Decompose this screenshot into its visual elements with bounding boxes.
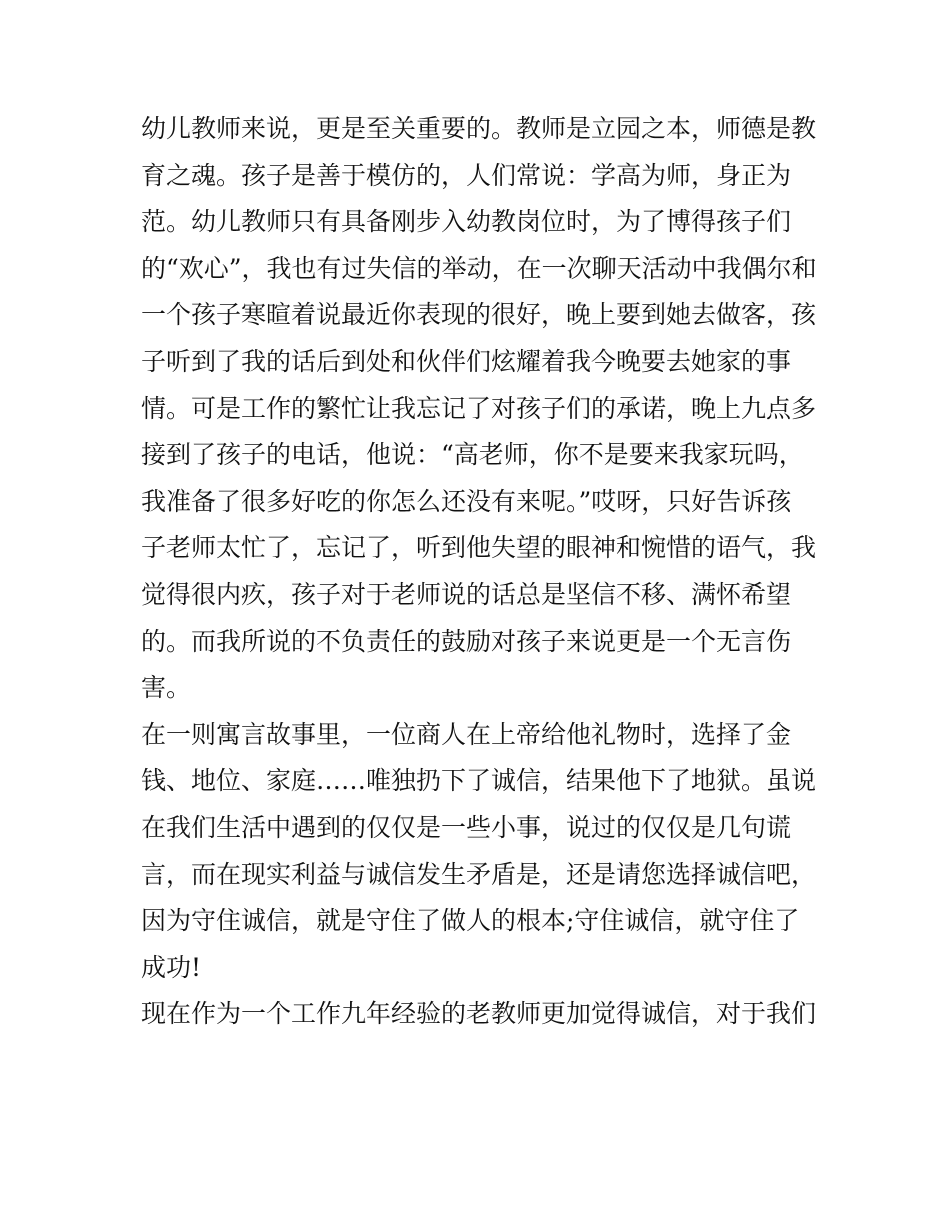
text-line: 的“欢心”，我也有过失信的举动，在一次聊天活动中我偶尔和	[141, 253, 817, 283]
text-line: 觉得很内疚，孩子对于老师说的话总是坚信不移、满怀希望	[141, 579, 792, 609]
text-line: 一个孩子寒暄着说最近你表现的很好，晚上要到她去做客，孩	[141, 300, 817, 330]
text-line: 成功!	[141, 952, 202, 982]
text-line: 子听到了我的话后到处和伙伴们炫耀着我今晚要去她家的事	[141, 346, 792, 376]
text-line: 范。幼儿教师只有具备刚步入幼教岗位时，为了博得孩子们	[141, 207, 792, 237]
text-line: 因为守住诚信，就是守住了做人的根本;守住诚信，就守住了	[141, 906, 800, 936]
text-line: 在我们生活中遇到的仅仅是一些小事，说过的仅仅是几句谎	[141, 812, 792, 842]
text-line: 现在作为一个工作九年经验的老教师更加觉得诚信，对于我们	[141, 999, 817, 1029]
body-text	[141, 106, 821, 1038]
text-line: 幼儿教师来说，更是至关重要的。教师是立园之本，师德是教	[141, 114, 817, 143]
text-line: 情。可是工作的繁忙让我忘记了对孩子们的承诺，晚上九点多	[141, 393, 817, 423]
text-line: 接到了孩子的电话，他说：“高老师，你不是要来我家玩吗，	[141, 440, 804, 470]
text-line: 言，而在现实利益与诚信发生矛盾是，还是请您选择诚信吧，	[141, 859, 817, 889]
text-line: 育之魂。孩子是善于模仿的，人们常说：学高为师，身正为	[141, 160, 792, 190]
text-line: 的。而我所说的不负责任的鼓励对孩子来说更是一个无言伤	[141, 626, 792, 656]
text-line: 我准备了很多好吃的你怎么还没有来呢。”哎呀，只好告诉孩	[141, 486, 792, 516]
text-line: 钱、地位、家庭……唯独扔下了诚信，结果他下了地狱。虽说	[141, 766, 817, 796]
text-line: 子老师太忙了，忘记了，听到他失望的眼神和惋惜的语气，我	[141, 533, 817, 563]
text-line: 害。	[141, 673, 192, 703]
text-line: 在一则寓言故事里，一位商人在上帝给他礼物时，选择了金	[141, 719, 792, 749]
